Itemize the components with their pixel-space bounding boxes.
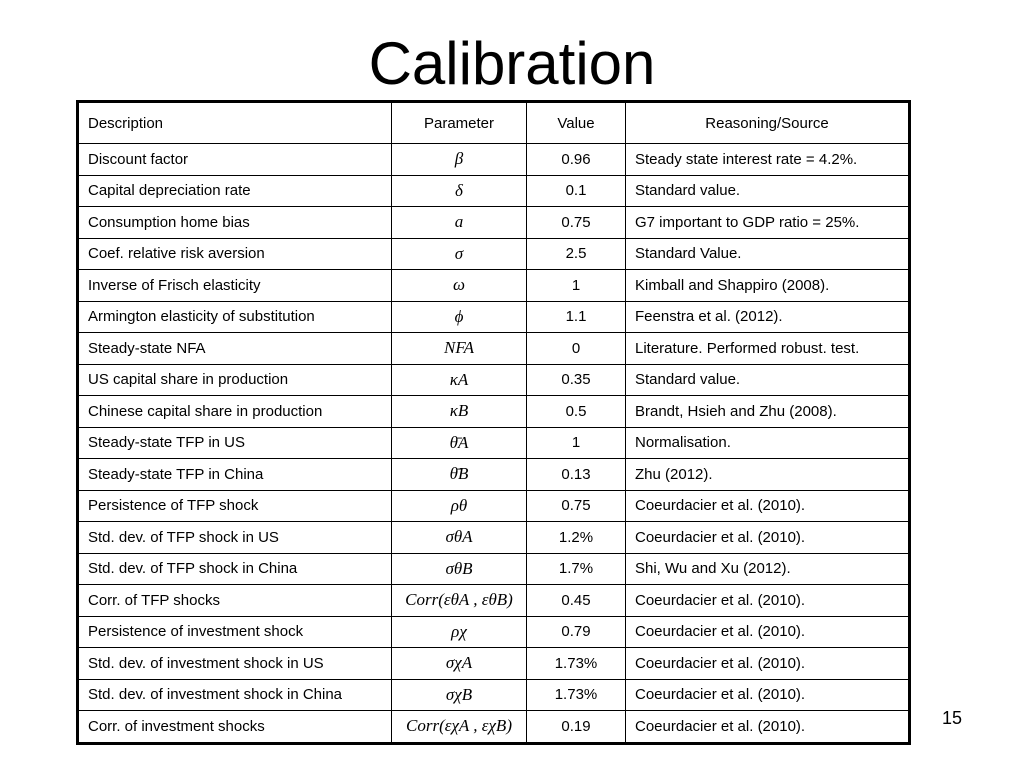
row-description: Discount factor — [78, 144, 392, 176]
row-value: 1 — [527, 270, 626, 302]
row-source: Normalisation. — [626, 427, 910, 459]
row-parameter: θ̄B — [392, 459, 527, 491]
row-parameter: θ̄A — [392, 427, 527, 459]
row-description: Coef. relative risk aversion — [78, 238, 392, 270]
row-parameter: κB — [392, 396, 527, 428]
row-value: 0.13 — [527, 459, 626, 491]
row-value: 1.73% — [527, 679, 626, 711]
row-source: Feenstra et al. (2012). — [626, 301, 910, 333]
row-value: 0.19 — [527, 711, 626, 744]
row-parameter: ω — [392, 270, 527, 302]
slide-title: Calibration — [368, 30, 656, 97]
row-source: Coeurdacier et al. (2010). — [626, 679, 910, 711]
row-value: 0 — [527, 333, 626, 365]
row-parameter: NFA — [392, 333, 527, 365]
row-parameter: σθA — [392, 522, 527, 554]
table-row — [78, 175, 910, 207]
row-source: Steady state interest rate = 4.2%. — [626, 144, 910, 176]
row-value: 1 — [527, 427, 626, 459]
row-description: Inverse of Frisch elasticity — [78, 270, 392, 302]
row-description: Std. dev. of investment shock in US — [78, 648, 392, 680]
row-parameter: σ — [392, 238, 527, 270]
row-source: Shi, Wu and Xu (2012). — [626, 553, 910, 585]
row-parameter: ϕ — [392, 301, 527, 333]
row-source: Coeurdacier et al. (2010). — [626, 490, 910, 522]
row-source: Coeurdacier et al. (2010). — [626, 648, 910, 680]
row-description: Steady-state NFA — [78, 333, 392, 365]
row-source: Coeurdacier et al. (2010). — [626, 616, 910, 648]
row-source: G7 important to GDP ratio = 25%. — [626, 207, 910, 239]
table-row — [78, 333, 910, 365]
row-description: Steady-state TFP in China — [78, 459, 392, 491]
row-description: Corr. of investment shocks — [78, 711, 392, 744]
row-description: Capital depreciation rate — [78, 175, 392, 207]
row-description: Std. dev. of TFP shock in China — [78, 553, 392, 585]
header-value: Value — [527, 102, 626, 144]
table-row — [78, 144, 910, 176]
row-value: 1.73% — [527, 648, 626, 680]
table-body — [78, 144, 910, 744]
row-value: 0.45 — [527, 585, 626, 617]
row-parameter: Corr(εχA , εχB) — [392, 711, 527, 744]
row-value: 0.35 — [527, 364, 626, 396]
row-parameter: κA — [392, 364, 527, 396]
row-source: Kimball and Shappiro (2008). — [626, 270, 910, 302]
row-value: 0.5 — [527, 396, 626, 428]
table-row — [78, 459, 910, 491]
table-row — [78, 490, 910, 522]
row-value: 1.2% — [527, 522, 626, 554]
row-value: 2.5 — [527, 238, 626, 270]
table-row — [78, 301, 910, 333]
row-description: Chinese capital share in production — [78, 396, 392, 428]
table-row — [78, 711, 910, 744]
header-description: Description — [78, 102, 392, 144]
calibration-table — [76, 100, 911, 745]
row-parameter: β — [392, 144, 527, 176]
table-row — [78, 648, 910, 680]
row-parameter: ρθ — [392, 490, 527, 522]
row-value: 0.79 — [527, 616, 626, 648]
row-source: Literature. Performed robust. test. — [626, 333, 910, 365]
row-source: Brandt, Hsieh and Zhu (2008). — [626, 396, 910, 428]
row-source: Coeurdacier et al. (2010). — [626, 711, 910, 744]
row-description: Armington elasticity of substitution — [78, 301, 392, 333]
row-parameter: σχA — [392, 648, 527, 680]
header-parameter: Parameter — [392, 102, 527, 144]
page-number: 15 — [941, 708, 963, 728]
row-description: Consumption home bias — [78, 207, 392, 239]
row-value: 1.1 — [527, 301, 626, 333]
row-source: Standard value. — [626, 175, 910, 207]
row-parameter: σχB — [392, 679, 527, 711]
row-parameter: σθB — [392, 553, 527, 585]
header-source: Reasoning/Source — [626, 102, 910, 144]
row-value: 0.1 — [527, 175, 626, 207]
row-value: 0.75 — [527, 207, 626, 239]
row-parameter: Corr(εθA , εθB) — [392, 585, 527, 617]
table-row — [78, 427, 910, 459]
table-row — [78, 270, 910, 302]
row-description: US capital share in production — [78, 364, 392, 396]
table-row — [78, 238, 910, 270]
table-row — [78, 585, 910, 617]
row-source: Coeurdacier et al. (2010). — [626, 522, 910, 554]
row-parameter: a — [392, 207, 527, 239]
table-row — [78, 679, 910, 711]
row-description: Persistence of investment shock — [78, 616, 392, 648]
row-description: Std. dev. of investment shock in China — [78, 679, 392, 711]
table-row — [78, 396, 910, 428]
row-parameter: δ — [392, 175, 527, 207]
table-row — [78, 522, 910, 554]
row-description: Std. dev. of TFP shock in US — [78, 522, 392, 554]
row-value: 0.75 — [527, 490, 626, 522]
row-value: 0.96 — [527, 144, 626, 176]
table-row — [78, 364, 910, 396]
row-source: Standard value. — [626, 364, 910, 396]
table-row — [78, 553, 910, 585]
table-row — [78, 207, 910, 239]
row-description: Corr. of TFP shocks — [78, 585, 392, 617]
row-source: Standard Value. — [626, 238, 910, 270]
table-row — [78, 616, 910, 648]
row-parameter: ρχ — [392, 616, 527, 648]
row-source: Zhu (2012). — [626, 459, 910, 491]
row-source: Coeurdacier et al. (2010). — [626, 585, 910, 617]
row-description: Steady-state TFP in US — [78, 427, 392, 459]
row-value: 1.7% — [527, 553, 626, 585]
table-header-row — [78, 102, 910, 144]
row-description: Persistence of TFP shock — [78, 490, 392, 522]
